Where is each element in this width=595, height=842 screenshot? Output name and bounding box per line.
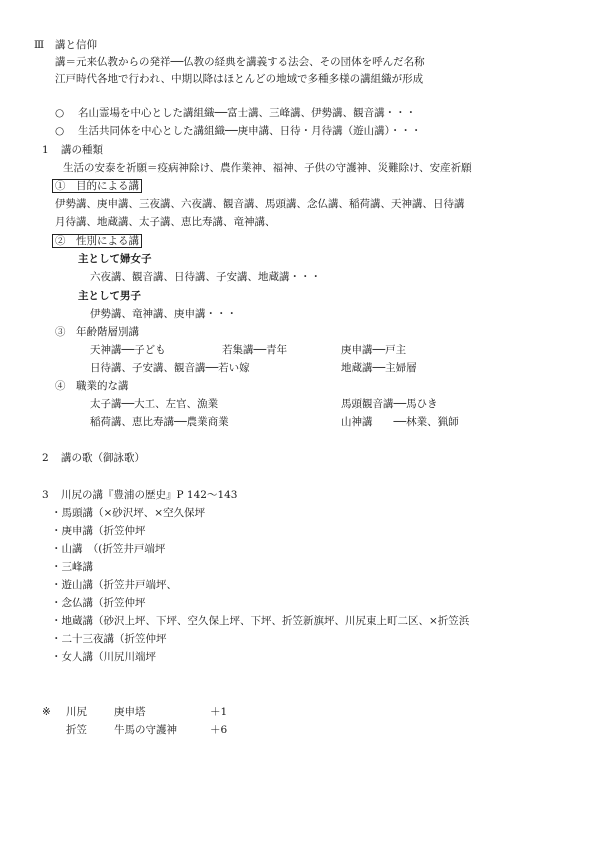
note-item: 庚申塔 [114, 706, 146, 718]
section2-number: 2 [42, 452, 49, 464]
heading-title: 講と信仰 [55, 39, 97, 51]
occupation-row2-col2: 山神講 ──林業、猟師 [341, 416, 459, 428]
list-item: ・山講 （(折笠井戸端坪 [51, 543, 166, 555]
category-text: 名山霊場を中心とした講組織──富士講、三峰講、伊勢講、観音講・・・ [78, 107, 417, 119]
list-item: ・女人講（川尻川端坪 [51, 651, 156, 663]
list-item: ・庚申講（折笠仲坪 [51, 525, 146, 537]
category-bullet: ○ [55, 107, 65, 119]
section3-number: 3 [42, 489, 49, 501]
note-count: ＋1 [210, 706, 228, 718]
category-bullet: ○ [55, 125, 65, 137]
age-label: ③ 年齢階層別講 [55, 326, 139, 338]
heading-numeral: Ⅲ [34, 39, 45, 51]
purpose-items-1: 伊勢講、庚申講、三夜講、六夜講、観音講、馬頭講、念仏講、稲荷講、天神講、日待講 [55, 198, 465, 210]
list-item: ・地蔵講（砂沢上坪、下坪、空久保上坪、下坪、折笠新旗坪、川尻東上町二区、×折笠浜 [51, 615, 470, 627]
list-item: ・遊山講（折笠井戸端坪、 [51, 579, 177, 591]
list-item: ・二十三夜講（折笠仲坪 [51, 633, 167, 645]
section1-number: 1 [42, 144, 49, 156]
men-title: 主として男子 [78, 290, 141, 302]
women-title: 主として婦女子 [78, 253, 152, 265]
age-row2-col1: 日待講、子安講、観音講──若い嫁 [90, 362, 250, 374]
section2-title: 講の歌（御詠歌） [61, 452, 145, 464]
note-item: 牛馬の守護神 [114, 724, 177, 736]
note-place: 川尻 [66, 706, 87, 718]
section1-title: 講の種類 [61, 144, 103, 156]
occupation-label: ④ 職業的な講 [55, 380, 129, 392]
women-items: 六夜講、観音講、日待講、子安講、地蔵講・・・ [90, 271, 321, 283]
men-items: 伊勢講、竜神講、庚申講・・・ [90, 308, 237, 320]
purpose-items-2: 月待講、地蔵講、太子講、恵比寿講、竜神講、 [55, 216, 276, 228]
gender-label: ② 性別による講 [52, 234, 142, 248]
age-row2-col2: 地蔵講──主婦層 [341, 362, 417, 374]
note-count: ＋6 [210, 724, 228, 736]
occupation-row1-col2: 馬頭観音講──馬ひき [341, 398, 438, 410]
age-row1-col2: 若集講──青年 [222, 344, 288, 356]
section1-description: 生活の安泰を祈願＝疫病神除け、農作業神、福神、子供の守護神、災難除け、安産祈願 [63, 162, 472, 174]
list-item: ・三峰講 [51, 561, 93, 573]
note-place: 折笠 [66, 724, 87, 736]
purpose-label: ① 目的による講 [52, 179, 142, 193]
intro-line-1: 講＝元来仏教からの発祥──仏教の経典を講義する法会、その団体を呼んだ名称 [55, 56, 425, 68]
age-row1-col3: 庚申講──戸主 [341, 344, 407, 356]
category-text: 生活共同体を中心とした講組織──庚申講、日待・月待講（遊山講）・・・ [78, 125, 422, 137]
section3-title: 川尻の講『豊浦の歴史』P 142～143 [61, 489, 238, 501]
list-item: ・念仏講（折笠仲坪 [51, 597, 146, 609]
occupation-row1-col1: 太子講──大工、左官、漁業 [90, 398, 219, 410]
list-item: ・馬頭講（×砂沢坪、×空久保坪 [51, 507, 206, 519]
age-row1-col1: 天神講──子ども [90, 344, 166, 356]
note-mark: ※ [42, 706, 51, 718]
occupation-row2-col1: 稲荷講、恵比寿講──農業商業 [90, 416, 229, 428]
intro-line-2: 江戸時代各地で行われ、中期以降はほとんどの地域で多種多様の講組織が形成 [55, 73, 424, 85]
